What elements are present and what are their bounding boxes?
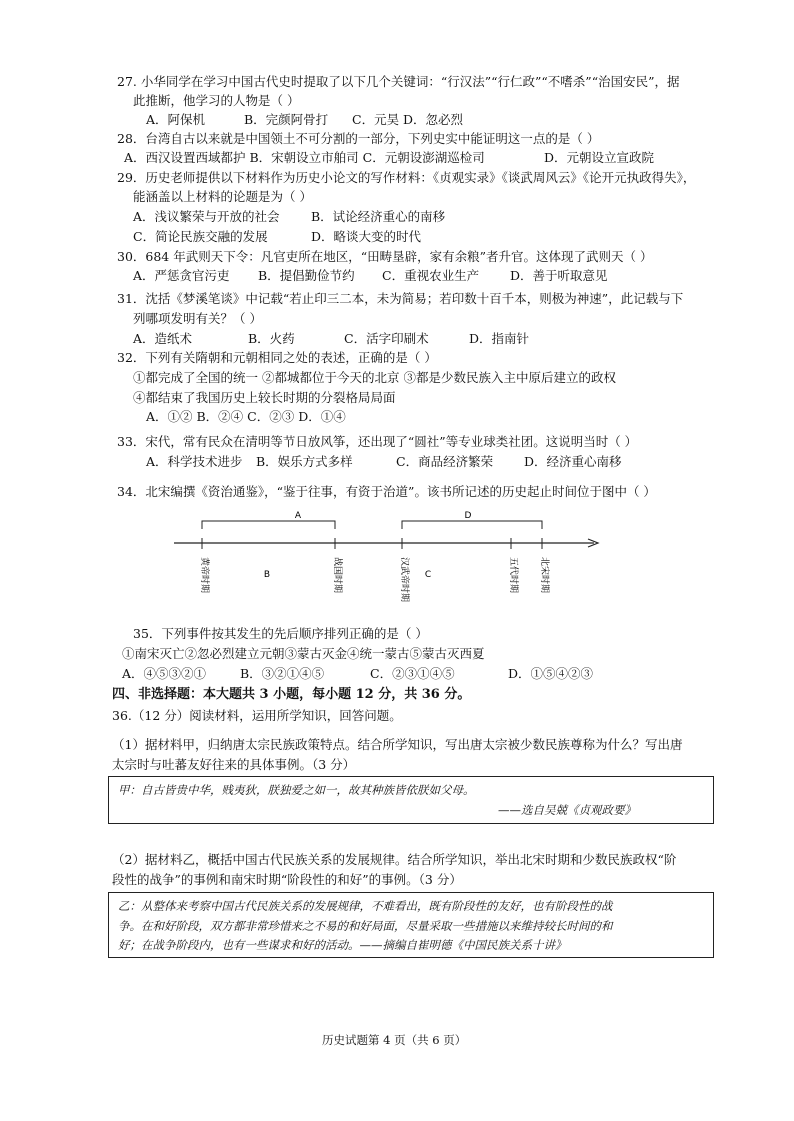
period-zhanguo: 战国时期 [332,557,342,594]
q30-option-c: C．重视农业生产 [382,268,480,283]
q35-option-c: C．②③①④⑤ [370,666,455,681]
q33-option-d: D．经济重心南移 [524,454,622,469]
q36-part2-line1: （2）据材料乙，概括中国古代民族关系的发展规律。结合所学知识，举出北宋时期和少数民族政权“阶 [112,852,677,867]
period-beisong: 北宋时期 [539,557,549,594]
q29-stem-line2: 能涵盖以上材料的论题是为（ ） [133,189,312,204]
q29-option-d: D．略谈大变的时代 [311,229,422,244]
q33-options [146,454,622,470]
period-wudai: 五代时期 [508,557,518,594]
q29-option-a: A．浅议繁荣与开放的社会 [133,209,280,224]
q33-stem: 33．宋代，常有民众在清明等节日放风筝，还出现了“圆社”等专业球类社团。这说明当时（ ） [117,434,638,449]
brace-d [402,521,542,529]
q28-option-abc: A．西汉设置西域都护 B．宋朝设立市舶司 C．元朝设澎湖巡检司 [124,150,485,165]
material-jia-text: 甲：自古皆贵中华，贱夷狄，朕独爱之如一，故其种族皆依朕如父母。 [118,783,475,797]
q29-option-b: B．试论经济重心的南移 [311,209,446,224]
q36-part2-line2: 段性的战争”的事例和南宋时期“阶段性的和好”的事例。（3 分） [112,872,462,887]
q35-option-a: A．④⑤③②① [122,666,207,681]
q32-options: A．①② B．②④ C．②③ D．①④ [146,409,346,424]
material-yi-line1: 乙：从整体来考察中国古代民族关系的发展规律，不难看出，既有阶段性的友好，也有阶段性的战 [118,899,613,913]
section-4-heading: 四、非选择题：本大题共 3 小题，每小题 12 分，共 36 分。 [112,687,471,702]
period-huangdi: 黄帝时期 [199,557,209,594]
q31-stem-line1: 31．沈括《梦溪笔谈》中记载“若止印三二本，未为简易；若印数十百千本，则极为神速”，此记载与下 [117,291,684,306]
q30-option-b: B．提倡勤俭节约 [258,268,355,283]
q27-option-b: B．完颜阿骨打 [244,112,329,127]
q31-options [133,331,529,347]
q30-stem: 30．684 年武则天下令：凡官吏所在地区，“田畴垦辟，家有余粮”者升官。这体现了武则天（ ） [117,249,653,264]
material-jia-source: ——选自吴兢《贞观政要》 [498,803,636,817]
q27-stem-line1: 27. 小华同学在学习中国古代史时提取了以下几个关键词：“行汉法”“行仁政”“不嗜杀”“治国安民”，据 [117,74,680,89]
q36-part1-line2: 太宗时与吐蕃友好往来的具体事例。（3 分） [112,757,356,772]
q28-options [124,150,654,166]
q28-stem: 28．台湾自古以来就是中国领土不可分割的一部分，下列史实中能证明这一点的是（ ） [117,131,600,146]
material-yi-line2: 争。在和好阶段，双方都非常珍惜来之不易的和好局面，尽量采取一些措施以来维持较长时间的和 [118,919,613,933]
q36-heading: 36.（12 分）阅读材料，运用所学知识，回答问题。 [112,708,402,723]
brace-a-label: A [294,511,302,521]
period-hanwudi: 汉武帝时期 [399,557,409,603]
page-footer: 历史试题第 4 页（共 6 页） [322,1033,467,1047]
q29-options-row1 [133,209,445,225]
q27-option-a: A．阿保机 [146,112,206,127]
brace-d-label: D [464,511,472,521]
segment-b-label: B [263,570,271,580]
q31-stem-line2: 列哪项发明有关？（ ） [133,311,262,326]
q35-option-d: D．①⑤④②③ [508,666,594,681]
brace-a [202,521,335,529]
q35-events: ①南宋灭亡②忽必烈建立元朝③蒙古灭金④统一蒙古⑤蒙古灭西夏 [122,646,485,661]
q30-options [133,268,608,284]
q33-option-c: C．商品经济繁荣 [396,454,494,469]
q35-option-b: B．③②①④⑤ [240,666,325,681]
q29-options-row2 [133,229,421,245]
q31-option-b: B．火药 [248,331,295,346]
q32-statements-line2: ④都结束了我国历史上较长时期的分裂格局局面 [133,390,396,405]
q31-option-d: D．指南针 [469,331,530,346]
q30-option-d: D．善于听取意见 [510,268,608,283]
q29-stem-line1: 29．历史老师提供以下材料作为历史小论文的写作材料：《贞观实录》《谈武周风云》《论开元执政得失》， [117,170,696,185]
q30-option-a: A．严惩贪官污吏 [133,268,230,283]
q31-option-c: C．活字印刷术 [344,331,429,346]
q31-option-a: A．造纸术 [133,331,193,346]
segment-c-label: C [424,570,432,580]
q32-stem: 32．下列有关隋朝和元朝相同之处的表述，正确的是（ ） [117,350,437,365]
q29-option-c: C．简论民族交融的发展 [133,229,268,244]
q32-statements-line1: ①都完成了全国的统一 ②都城都位于今天的北京 ③都是少数民族入主中原后建立的政权 [133,370,616,385]
q33-option-b: B．娱乐方式多样 [256,454,353,469]
q36-part1-line1: （1）据材料甲，归纳唐太宗民族政策特点。结合所学知识，写出唐太宗被少数民族尊称为什么？写出唐 [112,737,683,752]
q35-stem: 35．下列事件按其发生的先后顺序排列正确的是（ ） [133,626,428,641]
q28-option-d: D．元朝设立宣政院 [544,150,655,165]
q27-option-cd: C．元昊 D．忽必烈 [352,112,464,127]
q27-stem-line2: 此推断，他学习的人物是（ ） [133,93,300,108]
material-yi-line3: 好；在战争阶段内，也有一些谋求和好的活动。——摘编自崔明德《中国民族关系十讲》 [118,938,567,952]
q35-options [122,666,593,682]
q27-options [146,112,463,128]
q33-option-a: A．科学技术进步 [146,454,243,469]
q34-timeline-diagram [170,505,610,613]
q34-stem: 34．北宋编撰《资治通鉴》，“鉴于往事，有资于治道”。该书所记述的历史起止时间位于图中（ ） [117,484,656,499]
